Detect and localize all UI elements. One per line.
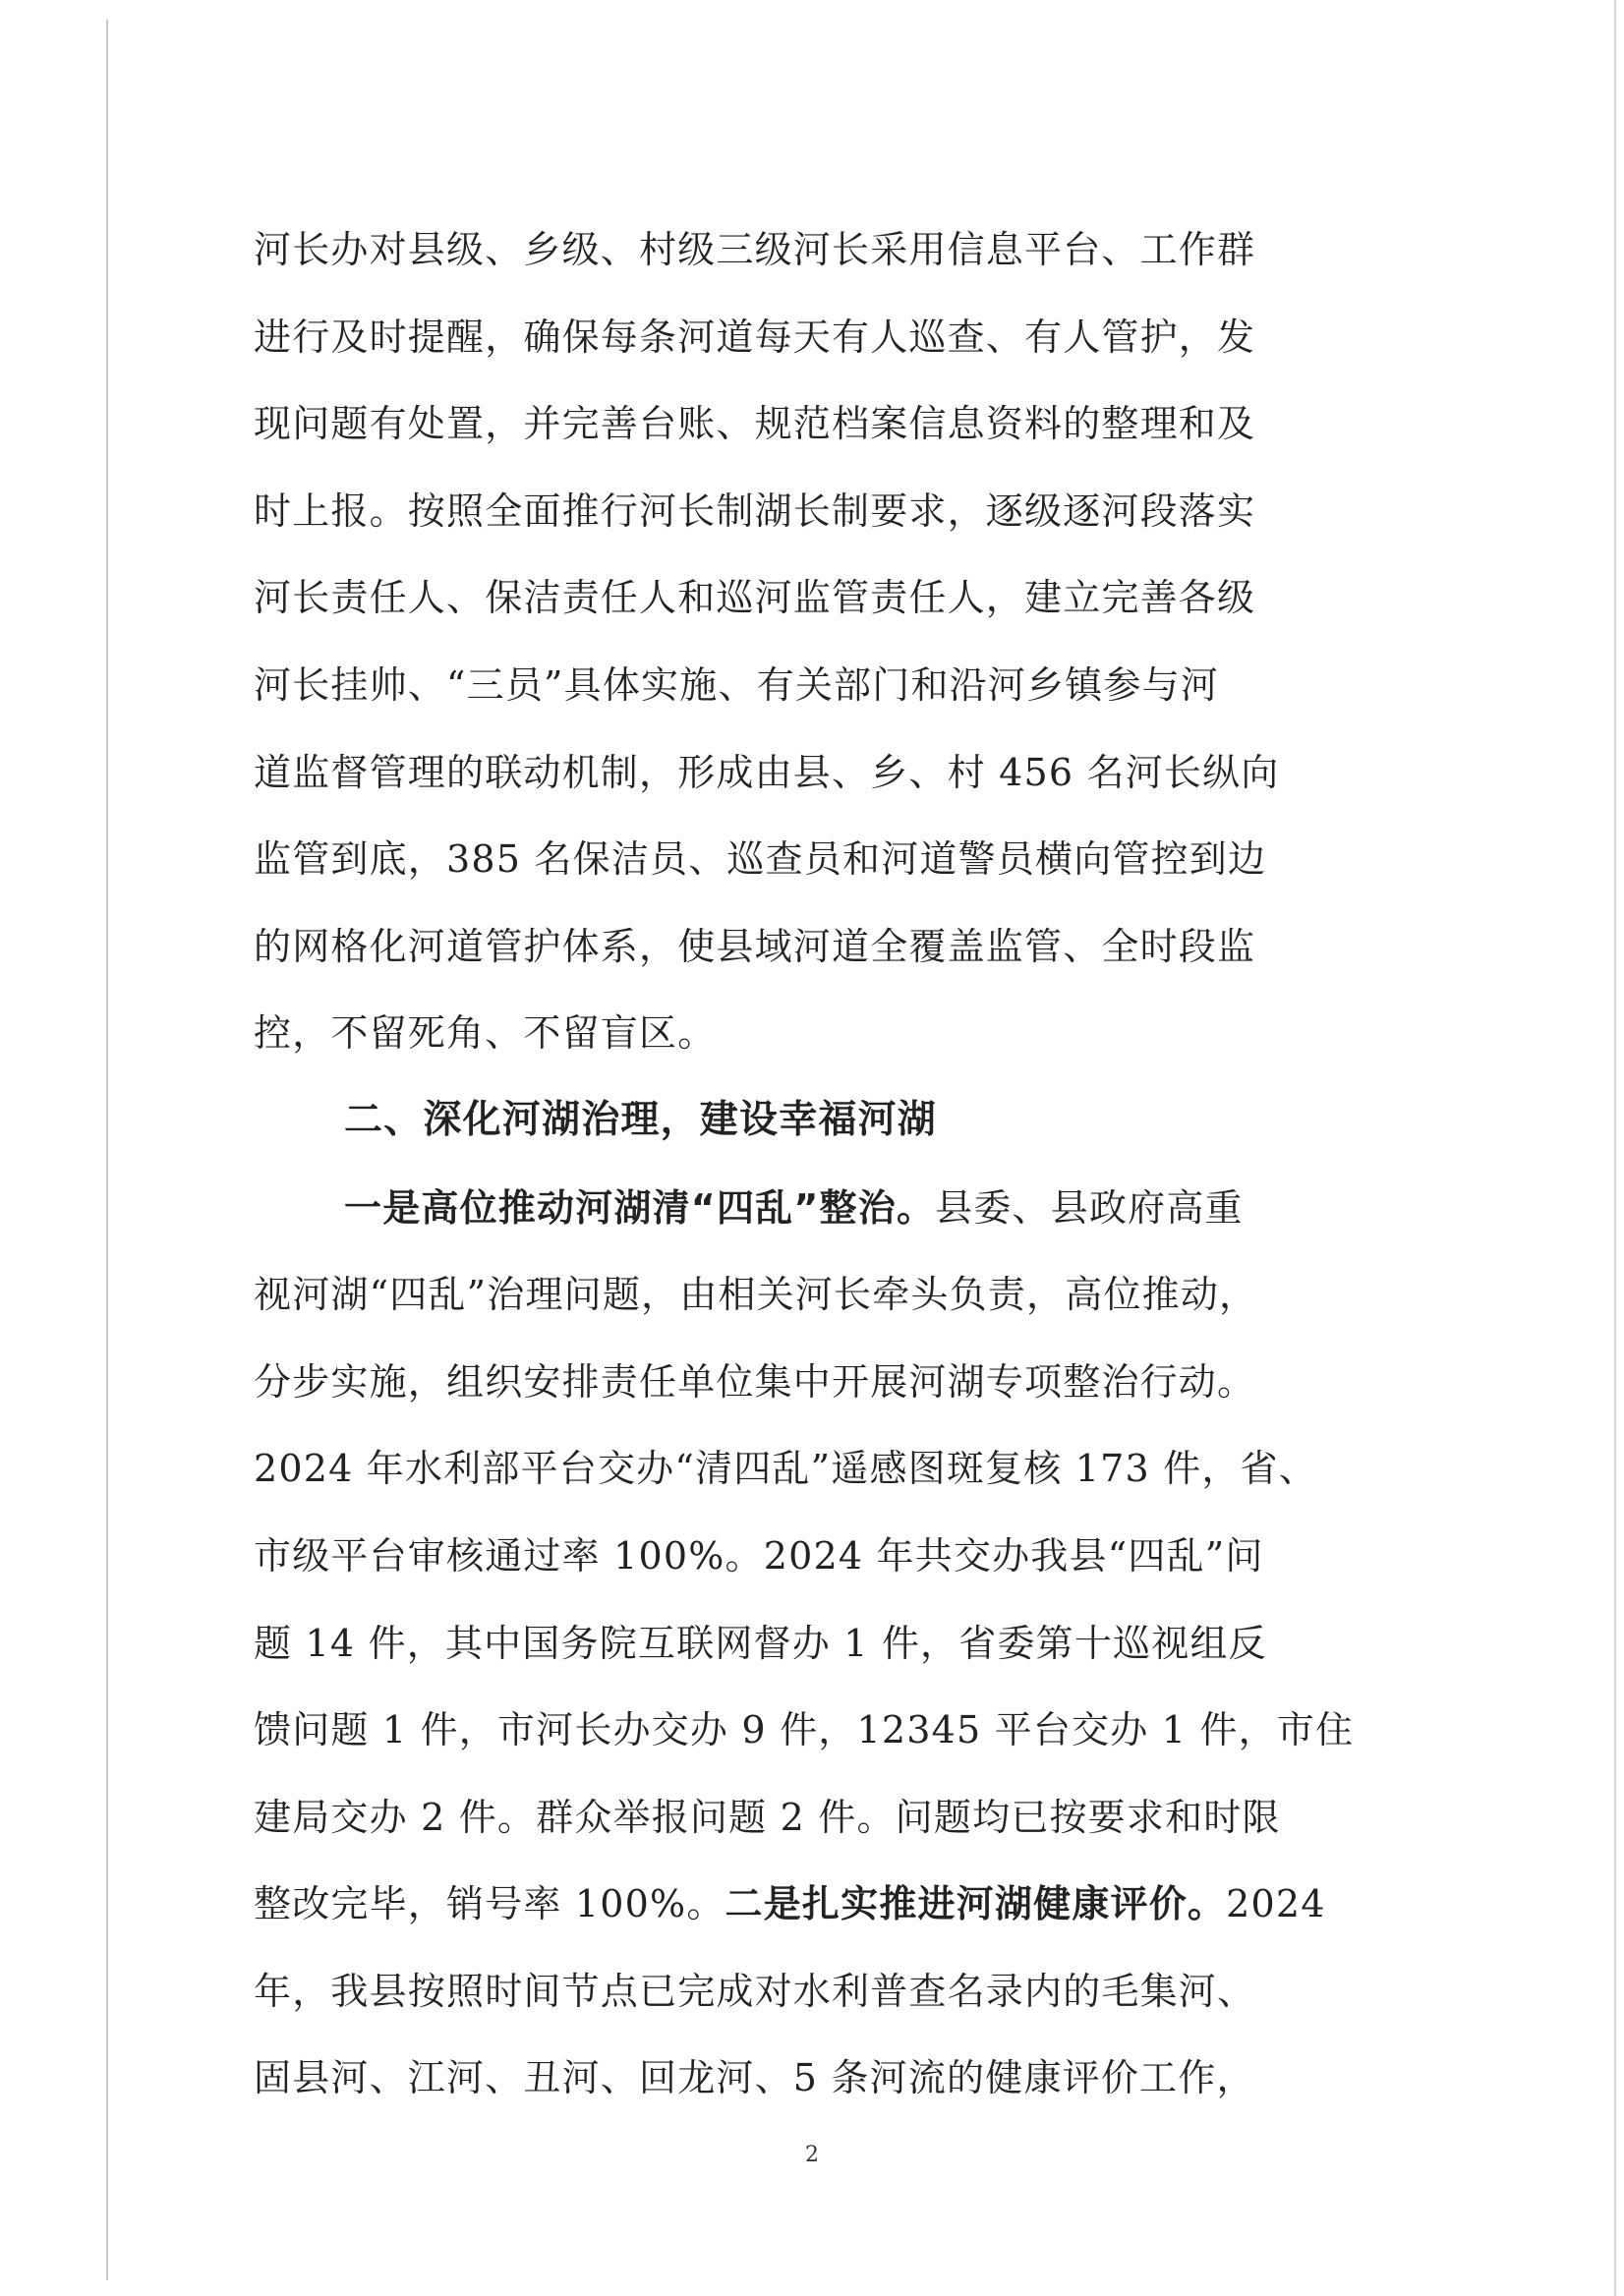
text-line: 题 14 件，其中国务院互联网督办 1 件，省委第十巡视组反 [254, 1621, 1267, 1665]
text-line: 河长责任人、保洁责任人和巡河监管责任人，建立完善各级 [254, 576, 1256, 620]
text-line: 视河湖“四乱”治理问题，由相关河长牵头负责，高位推动， [254, 1273, 1258, 1317]
text-line: 进行及时提醒，确保每条河道每天有人巡查、有人管护，发 [254, 315, 1256, 359]
bold-phrase: 一是高位推动河湖清“四乱”整治。 [344, 1185, 936, 1230]
text-line: 控，不留死角、不留盲区。 [254, 1011, 717, 1056]
document-body [254, 206, 1386, 2122]
text-line [254, 1165, 1386, 1252]
text-line: 分步实施，组织安排责任单位集中开展河湖专项整治行动。 [254, 1359, 1256, 1404]
text-line: 建局交办 2 件。群众举报问题 2 件。问题均已按要求和时限 [254, 1795, 1281, 1839]
text-line: 河长挂帅、“三员”具体实施、有关部门和沿河乡镇参与河 [254, 662, 1220, 707]
section-heading: 二、深化河湖治理，建设幸福河湖 [344, 1097, 938, 1142]
text-line: 市级平台审核通过率 100%。2024 年共交办我县“四乱”问 [254, 1533, 1264, 1578]
text-line: 道监督管理的联动机制，形成由县、乡、村 456 名河长纵向 [254, 750, 1280, 794]
text-line: 2024 年水利部平台交办“清四乱”遥感图斑复核 173 件，省、 [254, 1447, 1317, 1491]
text-line: 固县河、江河、丑河、回龙河、5 条河流的健康评价工作， [254, 2056, 1255, 2100]
text-line: 的网格化河道管护体系，使县域河道全覆盖监管、全时段监 [254, 924, 1256, 968]
scan-edge-right [1614, 0, 1616, 2296]
text-line: 时上报。按照全面推行河长制湖长制要求，逐级逐河段落实 [254, 488, 1256, 533]
text-line: 河长办对县级、乡级、村级三级河长采用信息平台、工作群 [254, 228, 1256, 271]
text-span: 县委、县政府高重 [935, 1185, 1244, 1230]
text-line: 年，我县按照时间节点已完成对水利普查名录内的毛集河、 [254, 1969, 1256, 2013]
text-line [254, 1861, 1386, 1948]
page-number: 2 [805, 2143, 819, 2167]
text-line: 馈问题 1 件，市河长办交办 9 件，12345 平台交办 1 件，市住 [254, 1708, 1355, 1752]
text-line: 现问题有处置，并完善台账、规范档案信息资料的整理和及 [254, 402, 1256, 446]
text-line: 监管到底，385 名保洁员、巡查员和河道警员横向管控到边 [254, 837, 1267, 882]
text-span: 整改完毕，销号率 100%。 [254, 1882, 725, 1926]
bold-phrase: 二是扎实推进河湖健康评价。 [725, 1882, 1227, 1926]
text-span: 2024 [1226, 1882, 1326, 1926]
scan-edge-left [106, 20, 108, 2280]
